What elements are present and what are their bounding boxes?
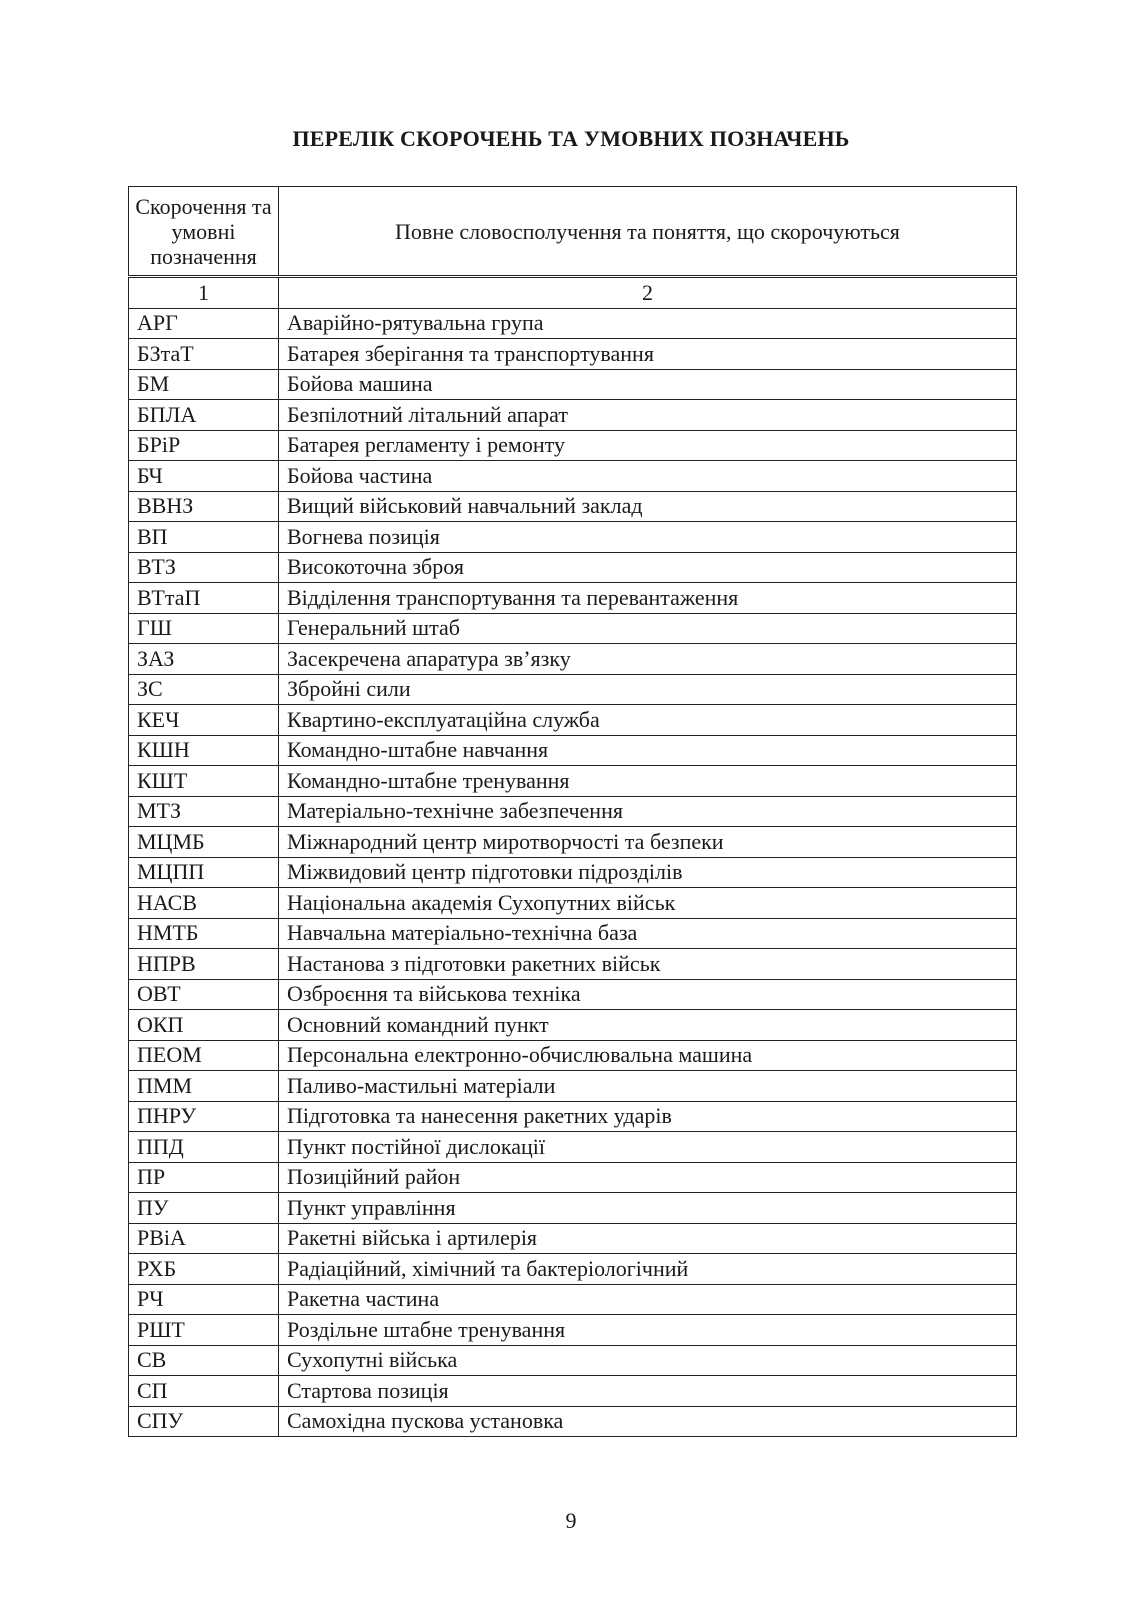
table-row [129,1193,1017,1224]
full-term-cell: Персональна електронно-обчислювальна машина [279,1040,1017,1071]
abbreviation-cell: БЧ [129,461,279,492]
page-title: ПЕРЕЛІК СКОРОЧЕНЬ ТА УМОВНИХ ПОЗНАЧЕНЬ [292,126,850,151]
table-row [129,735,1017,766]
abbreviation-cell: ПММ [129,1071,279,1102]
full-term-cell: Командно-штабне тренування [279,766,1017,797]
full-term-cell: Аварійно-рятувальна група [279,308,1017,339]
abbreviation-cell: БРіР [129,430,279,461]
table-row [129,1040,1017,1071]
full-term-cell: Ракетні війська і артилерія [279,1223,1017,1254]
abbreviation-cell: БПЛА [129,400,279,431]
header-full-term: Повне словосполучення та поняття, що скорочуються [279,187,1017,277]
abbreviation-cell: МЦМБ [129,827,279,858]
table-row [129,857,1017,888]
full-term-cell: Бойова частина [279,461,1017,492]
table-row [129,1254,1017,1285]
table-row [129,400,1017,431]
full-term-cell: Основний командний пункт [279,1010,1017,1041]
abbreviation-cell: ПНРУ [129,1101,279,1132]
full-term-cell: Пункт постійної дислокації [279,1132,1017,1163]
full-term-cell: Підготовка та нанесення ракетних ударів [279,1101,1017,1132]
abbreviation-cell: МЦПП [129,857,279,888]
full-term-cell: Батарея регламенту і ремонту [279,430,1017,461]
full-term-cell: Безпілотний літальний апарат [279,400,1017,431]
table-row [129,766,1017,797]
abbreviation-cell: СПУ [129,1406,279,1437]
full-term-cell: Навчальна матеріально-технічна база [279,918,1017,949]
abbreviation-cell: СВ [129,1345,279,1376]
table-row [129,796,1017,827]
abbreviation-cell: ПЕОМ [129,1040,279,1071]
full-term-cell: Відділення транспортування та перевантаження [279,583,1017,614]
abbreviations-table-body [129,187,1017,1437]
abbreviation-cell: ПУ [129,1193,279,1224]
table-header-row [129,187,1017,277]
table-row [129,1376,1017,1407]
full-term-cell: Міжнародний центр миротворчості та безпеки [279,827,1017,858]
table-row [129,339,1017,370]
abbreviation-cell: БМ [129,369,279,400]
table-row [129,1071,1017,1102]
table-row [129,583,1017,614]
table-row [129,827,1017,858]
abbreviation-cell: ЗАЗ [129,644,279,675]
abbreviation-cell: ВТтаП [129,583,279,614]
abbreviation-cell: РХБ [129,1254,279,1285]
abbreviation-cell: РВіА [129,1223,279,1254]
full-term-cell: Позиційний район [279,1162,1017,1193]
abbreviation-cell: РЧ [129,1284,279,1315]
abbreviation-cell: ОКП [129,1010,279,1041]
table-row [129,522,1017,553]
abbreviation-cell: МТЗ [129,796,279,827]
full-term-cell: Пункт управління [279,1193,1017,1224]
full-term-cell: Батарея зберігання та транспортування [279,339,1017,370]
table-row [129,430,1017,461]
table-row [129,1223,1017,1254]
table-row [129,1345,1017,1376]
full-term-cell: Сухопутні війська [279,1345,1017,1376]
full-term-cell: Самохідна пускова установка [279,1406,1017,1437]
full-term-cell: Озброєння та військова техніка [279,979,1017,1010]
full-term-cell: Вищий військовий навчальний заклад [279,491,1017,522]
abbreviation-cell: БЗтаТ [129,339,279,370]
abbreviation-cell: КШН [129,735,279,766]
table-row [129,705,1017,736]
table-row [129,949,1017,980]
abbreviation-cell: ВП [129,522,279,553]
abbreviation-cell: ПР [129,1162,279,1193]
abbreviation-cell: КЕЧ [129,705,279,736]
table-row [129,369,1017,400]
table-row [129,613,1017,644]
full-term-cell: Стартова позиція [279,1376,1017,1407]
table-row [129,552,1017,583]
table-row [129,888,1017,919]
table-row [129,644,1017,675]
table-row [129,1010,1017,1041]
table-row [129,1315,1017,1346]
abbreviation-cell: ОВТ [129,979,279,1010]
table-row [129,1162,1017,1193]
abbreviation-cell: ВТЗ [129,552,279,583]
abbreviation-cell: НАСВ [129,888,279,919]
full-term-cell: Ракетна частина [279,1284,1017,1315]
column-number-1: 1 [129,277,279,309]
table-row [129,674,1017,705]
full-term-cell: Національна академія Сухопутних військ [279,888,1017,919]
abbreviation-cell: НПРВ [129,949,279,980]
table-row [129,1132,1017,1163]
page-number: 9 [565,1508,577,1533]
full-term-cell: Паливо-мастильні матеріали [279,1071,1017,1102]
table-row [129,979,1017,1010]
abbreviation-cell: ЗС [129,674,279,705]
full-term-cell: Генеральний штаб [279,613,1017,644]
table-row [129,308,1017,339]
full-term-cell: Квартино-експлуатаційна служба [279,705,1017,736]
abbreviation-cell: АРГ [129,308,279,339]
full-term-cell: Бойова машина [279,369,1017,400]
abbreviation-cell: НМТБ [129,918,279,949]
full-term-cell: Командно-штабне навчання [279,735,1017,766]
full-term-cell: Настанова з підготовки ракетних військ [279,949,1017,980]
full-term-cell: Збройні сили [279,674,1017,705]
table-row [129,918,1017,949]
full-term-cell: Високоточна зброя [279,552,1017,583]
abbreviation-cell: КШТ [129,766,279,797]
full-term-cell: Радіаційний, хімічний та бактеріологічний [279,1254,1017,1285]
column-number-row [129,277,1017,309]
abbreviation-cell: СП [129,1376,279,1407]
column-number-2: 2 [279,277,1017,309]
table-row [129,1284,1017,1315]
abbreviation-cell: ГШ [129,613,279,644]
full-term-cell: Матеріально-технічне забезпечення [279,796,1017,827]
header-abbreviation: Скорочення та умовні позначення [129,187,279,277]
table-row [129,1406,1017,1437]
full-term-cell: Міжвидовий центр підготовки підрозділів [279,857,1017,888]
abbreviations-table [128,186,1017,1437]
abbreviation-cell: ВВНЗ [129,491,279,522]
full-term-cell: Роздільне штабне тренування [279,1315,1017,1346]
table-row [129,491,1017,522]
abbreviation-cell: РШТ [129,1315,279,1346]
abbreviation-cell: ППД [129,1132,279,1163]
table-row [129,1101,1017,1132]
table-row [129,461,1017,492]
full-term-cell: Засекречена апаратура зв’язку [279,644,1017,675]
full-term-cell: Вогнева позиція [279,522,1017,553]
